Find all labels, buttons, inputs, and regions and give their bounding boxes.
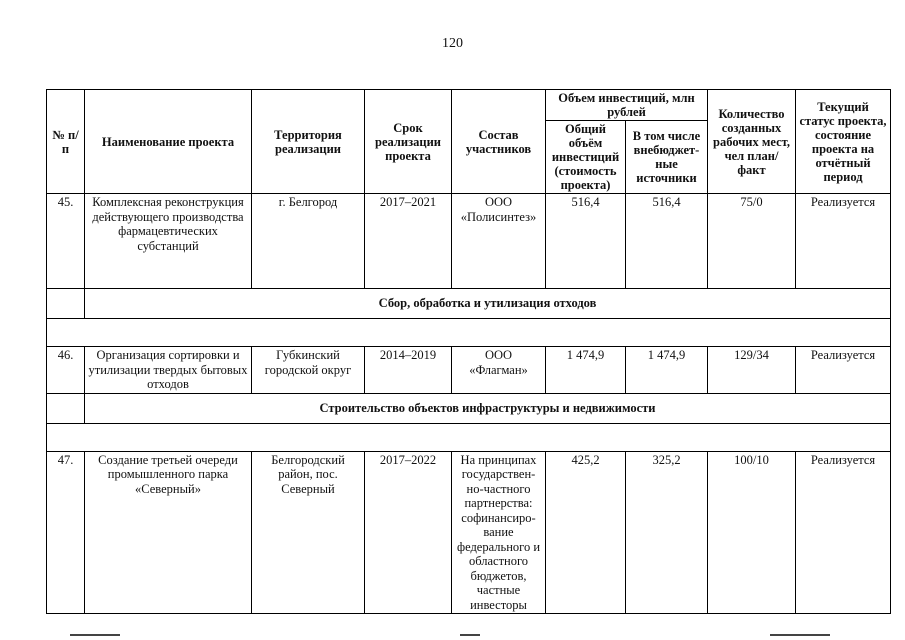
spacer-row: [47, 319, 891, 347]
cell-name: Комплексная реконструкция действующего производства фармацевтических субстанций: [85, 194, 252, 289]
cell-participants: ООО «Полисинтез»: [452, 194, 546, 289]
scan-mark: [70, 634, 120, 636]
cell-total: 1 474,9: [546, 347, 626, 394]
page-number: 120: [442, 36, 463, 51]
cell-participants: На принципах государствен-но-частного партнерства: софинансиро-вание федерального и областного бюджетов, частные инвесторы: [452, 451, 546, 614]
cell-term: 2014–2019: [365, 347, 452, 394]
cell-extrabudget: 516,4: [626, 194, 708, 289]
cell-status: Реализуется: [796, 347, 891, 394]
cell-name: Создание третьей очереди промышленного парка «Северный»: [85, 451, 252, 614]
table-row: [47, 347, 891, 394]
spacer-cell: [47, 423, 891, 451]
investment-projects-table: [46, 89, 891, 614]
cell-status: Реализуется: [796, 451, 891, 614]
table-row: [47, 451, 891, 614]
section-row: [47, 289, 891, 319]
header-investments-group: Объем инвестиций, млн рублей: [546, 90, 708, 121]
section-title: Строительство объектов инфраструктуры и недвижимости: [85, 393, 891, 423]
header-status: Текущий статус проекта, состояние проекта на отчётный период: [796, 90, 891, 194]
section-title: Сбор, обработка и утилизация отходов: [85, 289, 891, 319]
spacer-row: [47, 423, 891, 451]
spacer-cell: [47, 319, 891, 347]
cell-num: 45.: [47, 194, 85, 289]
header-participants: Состав участников: [452, 90, 546, 194]
header-row: [47, 90, 891, 121]
header-num: № п/п: [47, 90, 85, 194]
header-total: Общий объём инвестиций (стоимость проекта): [546, 121, 626, 194]
cell-territory: г. Белгород: [252, 194, 365, 289]
cell-status: Реализуется: [796, 194, 891, 289]
table-row: [47, 194, 891, 289]
cell-jobs: 129/34: [708, 347, 796, 394]
cell-total: 425,2: [546, 451, 626, 614]
cell-territory: Губкинский городской округ: [252, 347, 365, 394]
section-spacer: [47, 393, 85, 423]
cell-territory: Белгородский район, пос. Северный: [252, 451, 365, 614]
cell-num: 46.: [47, 347, 85, 394]
cell-term: 2017–2021: [365, 194, 452, 289]
section-row: [47, 393, 891, 423]
header-term: Срок реализации проекта: [365, 90, 452, 194]
cell-participants: ООО «Флагман»: [452, 347, 546, 394]
cell-num: 47.: [47, 451, 85, 614]
scan-edge-marks: [70, 634, 850, 636]
cell-extrabudget: 1 474,9: [626, 347, 708, 394]
header-name: Наименование проекта: [85, 90, 252, 194]
scan-mark: [460, 634, 480, 636]
cell-jobs: 75/0: [708, 194, 796, 289]
header-territory: Территория реализации: [252, 90, 365, 194]
cell-total: 516,4: [546, 194, 626, 289]
cell-term: 2017–2022: [365, 451, 452, 614]
header-extrabudget: В том числе внебюджет-ные источники: [626, 121, 708, 194]
scan-mark: [770, 634, 830, 636]
cell-jobs: 100/10: [708, 451, 796, 614]
header-jobs: Количество созданных рабочих мест, чел план/факт: [708, 90, 796, 194]
cell-extrabudget: 325,2: [626, 451, 708, 614]
section-spacer: [47, 289, 85, 319]
cell-name: Организация сортировки и утилизации твердых бытовых отходов: [85, 347, 252, 394]
